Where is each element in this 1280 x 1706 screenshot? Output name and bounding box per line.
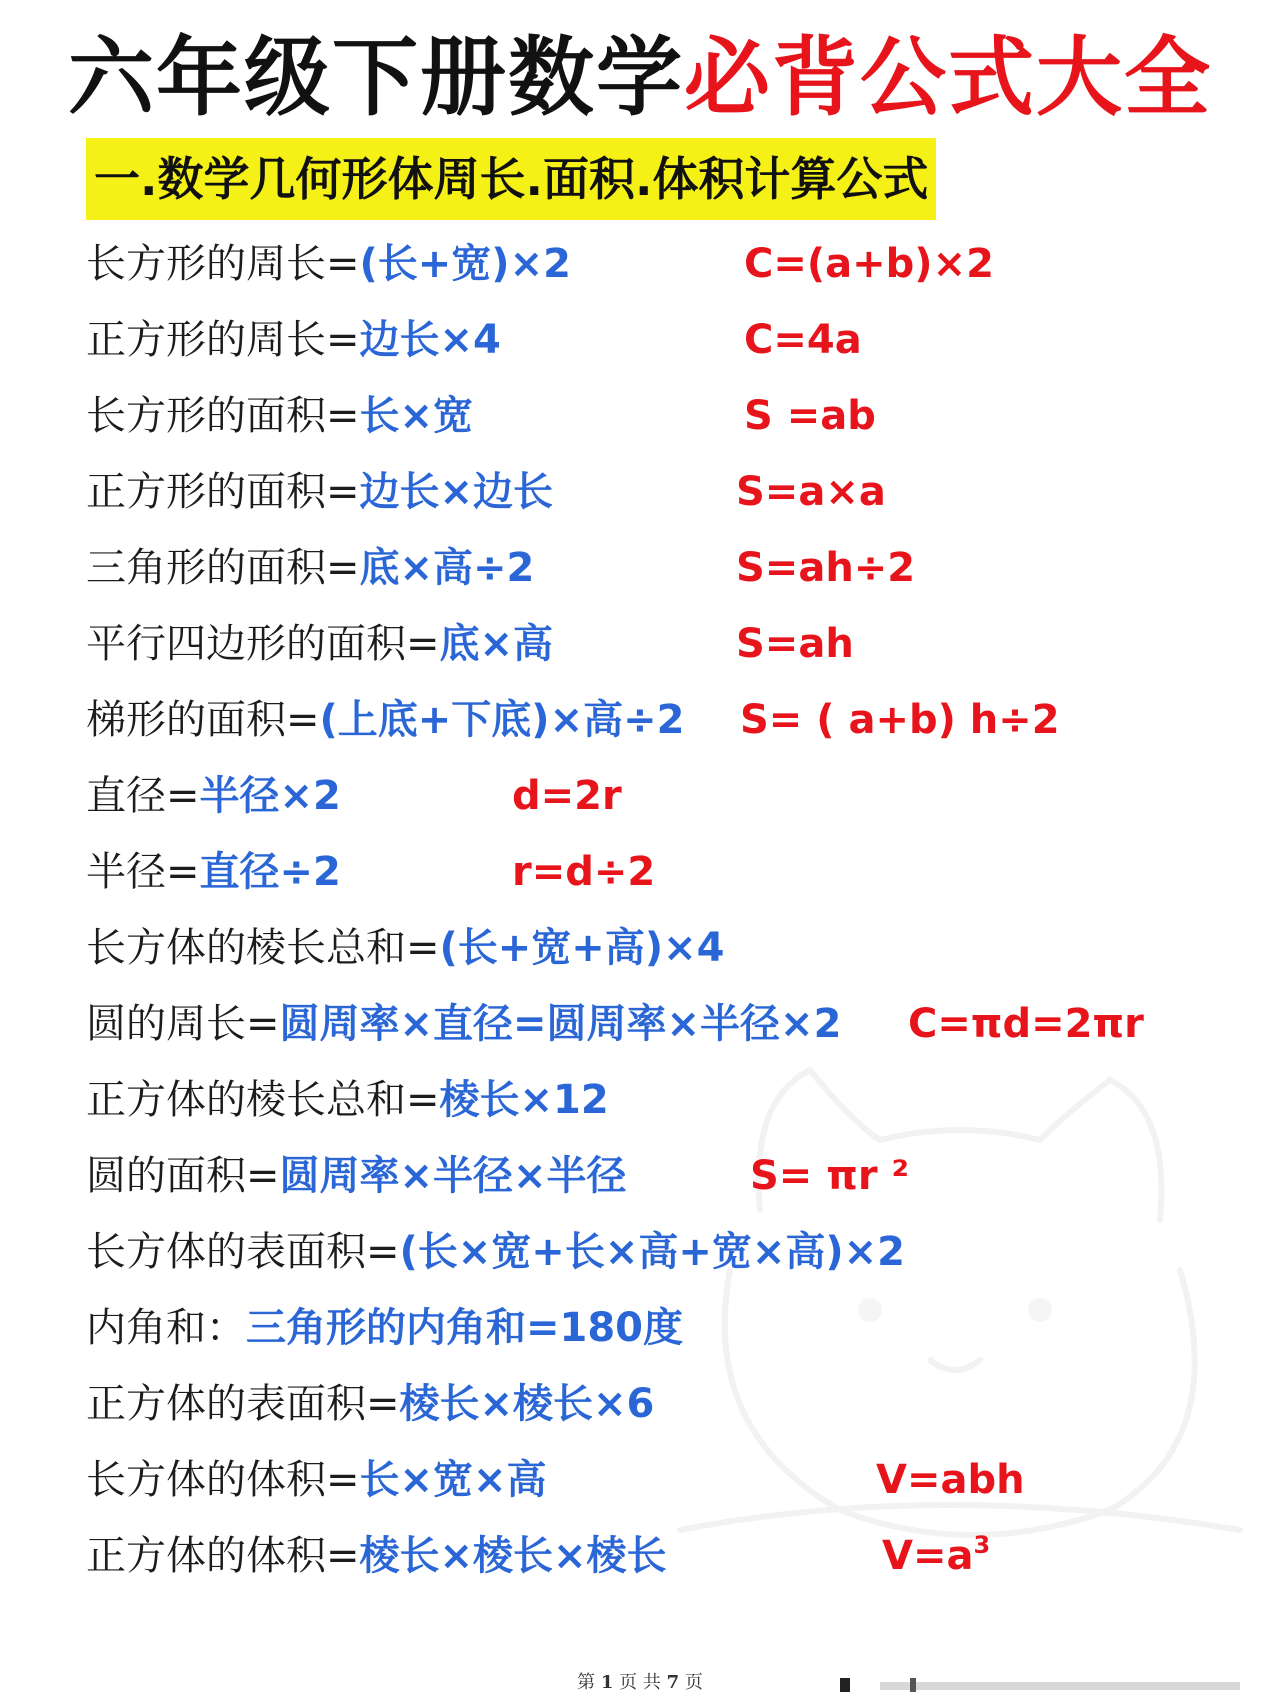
formula-label: 平行四边形的面积= <box>86 621 440 667</box>
formula-label: 正方体的体积= <box>86 1533 360 1579</box>
formula-letter: r=d÷2 <box>512 849 656 895</box>
formula-word: 直径÷2 <box>199 849 341 895</box>
formula-word: 边长×边长 <box>359 469 554 515</box>
formula-row <box>86 682 1256 758</box>
formula-word: 底×高÷2 <box>359 545 535 591</box>
formula-letter: S= πr ² <box>750 1153 910 1199</box>
formula-label: 长方形的面积= <box>86 393 360 439</box>
formula-row <box>86 1366 1256 1442</box>
formula-letter: S=ah <box>736 621 854 667</box>
formula-letter: d=2r <box>512 773 622 819</box>
formula-row <box>86 1214 1256 1290</box>
formula-word: 三角形的内角和=180度 <box>246 1305 684 1351</box>
formula-label: 内角和： <box>86 1305 246 1351</box>
formula-letter: S =ab <box>744 393 876 439</box>
formula-letter: S= ( a+b) h÷2 <box>740 697 1060 743</box>
formula-word: 棱长×棱长×6 <box>399 1381 655 1427</box>
formula-exponent: 3 <box>973 1530 991 1559</box>
formula-row <box>86 454 1256 530</box>
formula-letter-base: V=a <box>882 1533 974 1579</box>
formula-word: 边长×4 <box>359 317 501 363</box>
formula-letter: S=ah÷2 <box>736 545 916 591</box>
formula-row <box>86 1442 1256 1518</box>
formula-row <box>86 910 1256 986</box>
formula-row <box>86 302 1256 378</box>
formula-row <box>86 758 1256 834</box>
formula-word: 长×宽×高 <box>359 1457 547 1503</box>
formula-letter: V=abh <box>876 1457 1025 1503</box>
footer-middle: 页 共 <box>619 1672 661 1693</box>
formula-letter: S=a×a <box>736 469 886 515</box>
formula-label: 长方体的体积= <box>86 1457 360 1503</box>
title-red-part: 必背公式大全 <box>684 28 1212 128</box>
formula-letter: C=(a+b)×2 <box>744 241 994 287</box>
formula-row <box>86 834 1256 910</box>
formula-word: (上底+下底)×高÷2 <box>319 697 685 743</box>
title-black-part: 六年级下册数学 <box>68 28 684 128</box>
formula-word: (长+宽+高)×4 <box>439 925 725 971</box>
formula-word: 底×高 <box>439 621 554 667</box>
formula-label: 圆的周长= <box>86 1001 280 1047</box>
formula-label: 直径= <box>86 773 200 819</box>
formula-word: 长×宽 <box>359 393 474 439</box>
formula-label: 梯形的面积= <box>86 697 320 743</box>
barcode-strip-icon <box>840 1676 1270 1694</box>
formula-letter: C=4a <box>744 317 862 363</box>
formula-word: (长×宽+长×高+宽×高)×2 <box>399 1229 906 1275</box>
formula-label: 三角形的面积= <box>86 545 360 591</box>
formula-word: 棱长×12 <box>439 1077 609 1123</box>
formula-row <box>86 226 1256 302</box>
formula-row <box>86 1138 1256 1214</box>
formula-word: 圆周率×半径×半径 <box>279 1153 627 1199</box>
formula-label: 长方形的周长= <box>86 241 360 287</box>
formula-list <box>86 226 1256 1594</box>
formula-word: 棱长×棱长×棱长 <box>359 1533 667 1579</box>
formula-row <box>86 986 1256 1062</box>
footer-suffix: 页 <box>684 1672 703 1693</box>
formula-row <box>86 530 1256 606</box>
footer-total-pages: 7 <box>666 1672 680 1693</box>
formula-word: 半径×2 <box>199 773 341 819</box>
formula-label: 半径= <box>86 849 200 895</box>
formula-label: 正方体的表面积= <box>86 1381 400 1427</box>
formula-label: 长方体的棱长总和= <box>86 925 440 971</box>
footer-prefix: 第 <box>577 1672 596 1693</box>
formula-row <box>86 1062 1256 1138</box>
formula-row <box>86 1290 1256 1366</box>
formula-row <box>86 378 1256 454</box>
footer-page-number: 1 <box>600 1672 614 1693</box>
formula-label: 正方形的周长= <box>86 317 360 363</box>
formula-row <box>86 1518 1256 1594</box>
section-heading: 一.数学几何形体周长.面积.体积计算公式 <box>86 138 936 220</box>
formula-row <box>86 606 1256 682</box>
formula-label: 正方体的棱长总和= <box>86 1077 440 1123</box>
formula-word: 圆周率×直径=圆周率×半径×2 <box>279 1001 842 1047</box>
formula-letter <box>882 1518 990 1594</box>
formula-letter: C=πd=2πr <box>908 1001 1144 1047</box>
formula-label: 圆的面积= <box>86 1153 280 1199</box>
formula-label: 正方形的面积= <box>86 469 360 515</box>
formula-word: (长+宽)×2 <box>359 241 571 287</box>
formula-label: 长方体的表面积= <box>86 1229 400 1275</box>
page-title <box>0 28 1280 128</box>
